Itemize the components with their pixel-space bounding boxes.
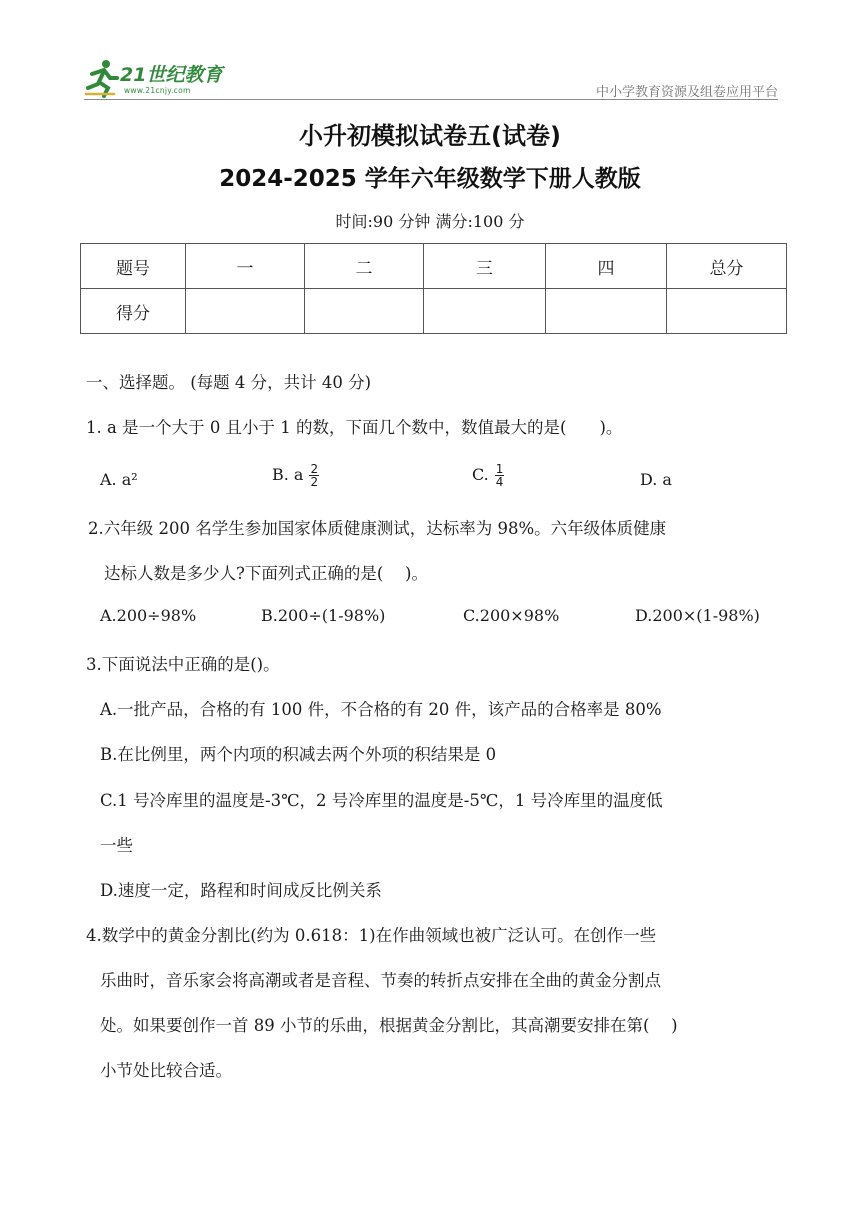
question-4-line2: 乐曲时，音乐家会将高潮或者是音程、节奏的转折点安排在全曲的黄金分割点 [100, 971, 661, 990]
table-row-label: 得分 [81, 289, 186, 334]
fraction [309, 463, 319, 488]
question-1-stem: 1. a 是一个大于 0 且小于 1 的数，下面几个数中，数值最大的是( )。 [86, 418, 623, 437]
q2-option-d[interactable]: D.200×(1-98%) [635, 606, 760, 625]
question-4-line3: 处。如果要创作一首 89 小节的乐曲，根据黄金分割比，其高潮要安排在第( ) [100, 1016, 678, 1035]
q3-option-b[interactable]: B.在比例里，两个内项的积减去两个外项的积结果是 0 [100, 745, 497, 764]
fraction-denominator: 2 [310, 475, 319, 489]
table-header-cell: 二 [305, 244, 424, 289]
question-4-line1: 4.数学中的黄金分割比(约为 0.618：1)在作曲领域也被广泛认可。在创作一些 [86, 926, 657, 945]
table-header-cell: 一 [186, 244, 305, 289]
q1-option-c-text: C. [472, 465, 489, 484]
question-3-stem: 3.下面说法中正确的是()。 [86, 655, 280, 674]
fraction-denominator: 4 [495, 475, 504, 489]
time-score-info: 时间:90 分钟 满分:100 分 [335, 212, 525, 231]
table-header-cell: 总分 [667, 244, 787, 289]
header-divider [84, 99, 778, 100]
q1-option-d[interactable] [640, 470, 672, 489]
question-2-stem-line1: 2.六年级 200 名学生参加国家体质健康测试，达标率为 98%。六年级体质健康 [88, 519, 667, 538]
fraction-numerator: 2 [310, 462, 319, 476]
exam-subtitle: 2024-2025 学年六年级数学下册人教版 [219, 166, 641, 192]
table-header-cell: 题号 [81, 244, 186, 289]
fraction-numerator: 1 [495, 462, 504, 476]
logo-text: 21世纪教育 [120, 64, 223, 86]
q2-option-b[interactable]: B.200÷(1-98%) [261, 606, 386, 625]
table-header-row [81, 244, 787, 289]
table-header-cell: 三 [424, 244, 546, 289]
platform-label: 中小学教育资源及组卷应用平台 [595, 85, 778, 100]
logo [84, 58, 244, 102]
q1-option-d-text: D. a [640, 470, 672, 489]
q2-option-c[interactable]: C.200×98% [463, 606, 560, 625]
logo-subtext: www.21cnjy.com [124, 86, 191, 95]
table-row [81, 289, 787, 334]
question-4-line4: 小节处比较合适。 [100, 1061, 232, 1080]
q3-option-c-line2: 一些 [100, 836, 133, 855]
runner-logo-icon [84, 58, 120, 98]
exam-title: 小升初模拟试卷五(试卷) [299, 122, 561, 150]
score-cell[interactable] [667, 289, 787, 334]
q1-option-a[interactable] [100, 470, 138, 489]
score-cell[interactable] [305, 289, 424, 334]
score-cell[interactable] [546, 289, 667, 334]
q1-option-b-text: B. a [272, 465, 304, 484]
q1-option-c[interactable] [472, 463, 504, 488]
section-heading: 一、选择题。 (每题 4 分，共计 40 分) [86, 373, 372, 392]
q1-option-b[interactable] [272, 463, 319, 488]
q1-option-a-text: A. a² [100, 470, 138, 489]
q3-option-a[interactable]: A.一批产品，合格的有 100 件，不合格的有 20 件，该产品的合格率是 80% [100, 700, 662, 719]
page-header [0, 0, 860, 104]
q3-option-d[interactable]: D.速度一定，路程和时间成反比例关系 [100, 881, 382, 900]
q2-option-a[interactable]: A.200÷98% [100, 606, 197, 625]
score-table [80, 243, 787, 334]
score-cell[interactable] [186, 289, 305, 334]
score-cell[interactable] [424, 289, 546, 334]
question-2-stem-line2: 达标人数是多少人?下面列式正确的是( )。 [104, 564, 428, 583]
fraction [495, 463, 505, 488]
table-header-cell: 四 [546, 244, 667, 289]
q3-option-c-line1[interactable]: C.1 号冷库里的温度是-3℃，2 号冷库里的温度是-5℃，1 号冷库里的温度低 [100, 791, 663, 810]
